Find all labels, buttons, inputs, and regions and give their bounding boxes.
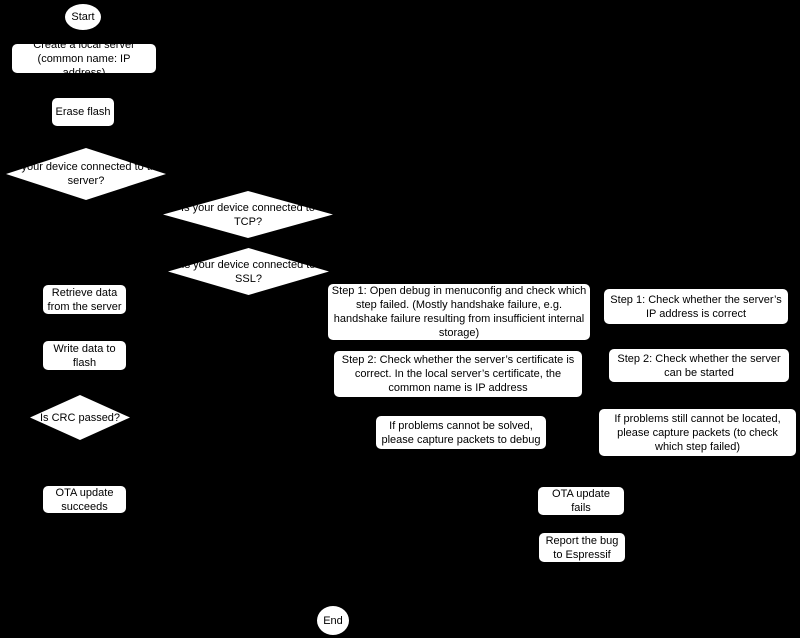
node-connected-to-ssl-decision (168, 248, 329, 295)
node-report-bug-label: Report the bug to Espressif (545, 534, 619, 561)
node-erase-flash-label: Erase flash (55, 106, 111, 118)
node-ota-update-fails-label: OTA update fails (552, 488, 610, 514)
node-retrieve-data (42, 284, 127, 315)
node-ota-update-succeeds (42, 485, 127, 514)
node-report-bug (538, 532, 626, 563)
node-end (316, 605, 350, 636)
node-tcp-step1-label: Step 1: Check whether the server’s IP address is correct (610, 293, 782, 320)
node-erase-flash (51, 97, 115, 127)
node-ssl-step1-label: Step 1: Open debug in menuconfig and check which step failed. (Mostly handshake failure, e.g. handshake failure resulting from insufficient internal storage) (331, 285, 587, 339)
node-start (64, 3, 102, 31)
node-connected-to-server-decision (6, 148, 166, 200)
node-ssl-capture-packets (375, 415, 547, 450)
node-crc-passed-label: Is CRC passed? (39, 411, 121, 424)
node-ssl-step1 (327, 283, 591, 341)
node-end-label: End (323, 614, 343, 627)
node-connected-to-server-label: Is your device connected to the server? (9, 161, 163, 187)
node-write-data-to-flash-label: Write data to flash (53, 342, 116, 369)
node-write-data-to-flash (42, 340, 127, 371)
node-ssl-step2-label: Step 2: Check whether the server’s certificate is correct. In the local server’s certificate, the common name is IP address (341, 354, 575, 394)
node-tcp-step1 (603, 288, 789, 325)
node-ssl-capture-packets-label: If problems cannot be solved, please capture packets to debug (381, 419, 541, 446)
node-tcp-step2-label: Step 2: Check whether the server can be started (617, 352, 781, 379)
node-tcp-step2 (608, 348, 790, 383)
node-tcp-capture-packets (598, 408, 797, 457)
node-create-local-server (11, 38, 157, 79)
node-tcp-capture-packets-label: If problems still cannot be located, please capture packets (to check which step failed) (614, 412, 781, 453)
node-retrieve-data-label: Retrieve data from the server (47, 286, 122, 313)
node-ota-update-fails (537, 486, 625, 516)
node-crc-passed-decision (30, 395, 130, 440)
node-connected-to-tcp-label: Is your device connected to TCP? (181, 201, 315, 228)
node-connected-to-ssl-label: Is your device connected to SSL? (181, 258, 316, 285)
node-ota-update-succeeds-label: OTA update succeeds (55, 486, 114, 513)
node-ssl-step2 (333, 350, 583, 398)
node-connected-to-tcp-decision (163, 191, 333, 238)
node-create-local-server-label: Create a local server (common name: IP address) (33, 38, 135, 79)
node-start-label: Start (71, 11, 95, 23)
